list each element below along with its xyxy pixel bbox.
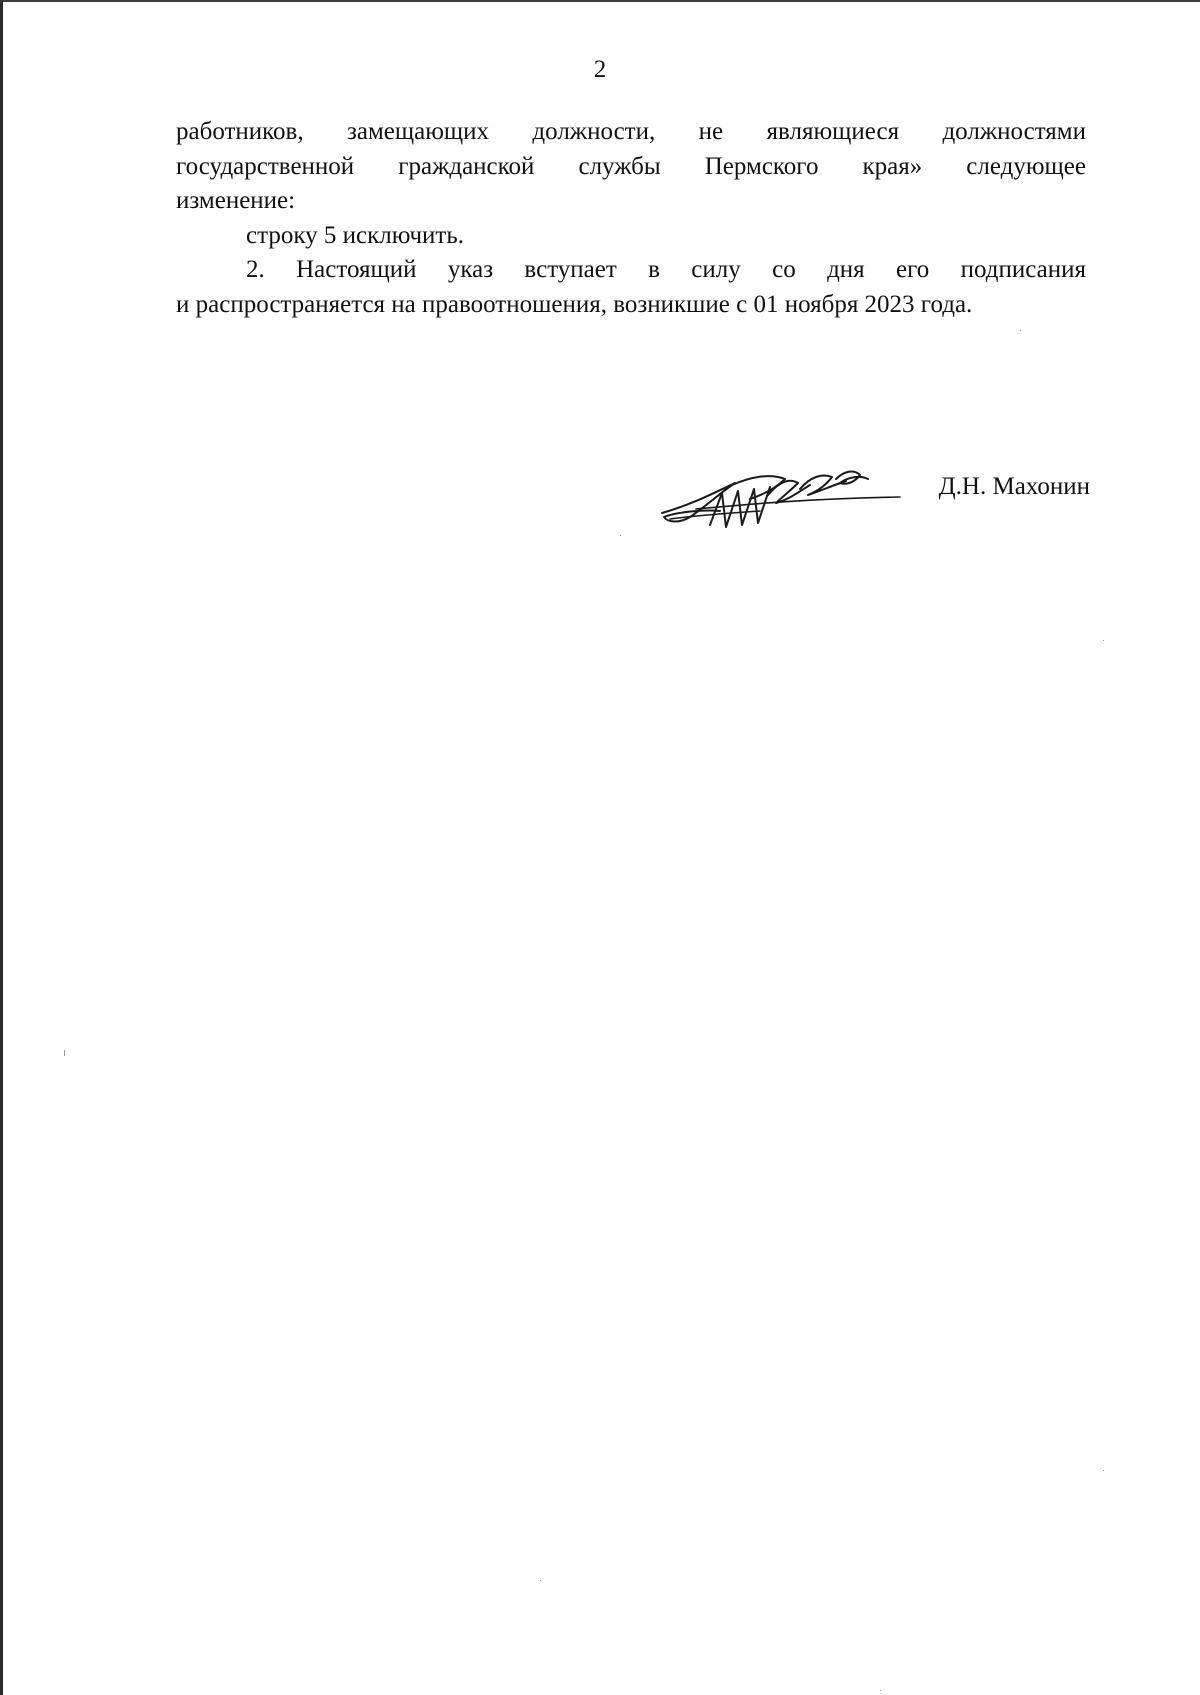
text-line: и распространяется на правоотношения, возникшие с 01 ноября 2023 года. [176,290,973,318]
text-line: работников, замещающих должности, не являющиеся должностями [176,118,1086,145]
paragraph-continuation [176,115,1086,219]
text-line: государственной гражданской службы Пермского края» следующее [176,152,1086,180]
scan-edge-left [0,0,3,1695]
paragraph-exclude-row: строку 5 исключить. [246,221,464,249]
paragraph-effective-date [176,253,1086,322]
signer-name: Д.Н. Махонин [938,473,1090,500]
document-body [176,115,1086,322]
signature-block [650,455,1090,545]
text-line: 2. Настоящий указ вступает в силу со дня его подписания [246,256,1086,283]
scan-edge-top [0,0,1200,2]
text-line: изменение: [176,187,296,214]
page-number: 2 [593,56,607,83]
handwritten-signature [650,455,910,545]
